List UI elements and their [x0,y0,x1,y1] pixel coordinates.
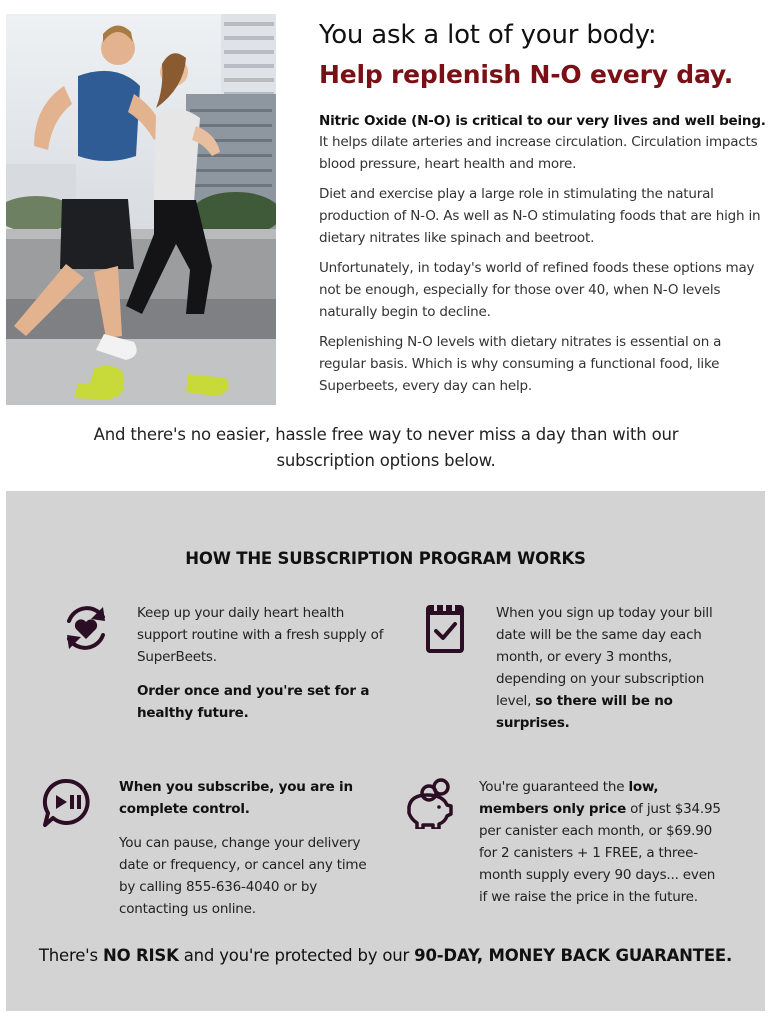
feature-bold: When you subscribe, you are in complete control. [119,779,353,817]
subscription-panel [6,491,765,1011]
hero-paragraph: Replenishing N-O levels with dietary nitrates is essential on a regular basis. Which is why consuming a functional food, like Superbeets, every day can help. [319,334,722,394]
hero-photo-runners [6,14,276,405]
subscription-title: HOW THE SUBSCRIPTION PROGRAM WORKS [185,549,586,568]
hero-lead: Nitric Oxide (N-O) is critical to our very lives and well being. [319,113,766,129]
guarantee-part2: and you're protected by our [183,946,410,965]
feature-text [496,602,721,734]
guarantee-bold2: 90-DAY, MONEY BACK GUARANTEE. [414,946,733,965]
guarantee-bold1: NO RISK [102,946,179,965]
hero-text-block [319,16,764,397]
feature-text-before: You're guaranteed the [479,779,625,795]
piggy-bank-icon [401,775,455,829]
hero-paragraph: Unfortunately, in today's world of refined foods these options may not be enough, especially for those over 40, when N-O levels naturally begin to decline. [319,260,755,320]
hero-subtitle: Help replenish N-O every day. [319,60,733,89]
bridge-text: And there's no easier, hassle free way to never miss a day than with our subscription options below. [93,425,679,470]
runners-illustration [6,14,276,405]
heart-refresh-icon [59,601,113,655]
hero-paragraph: Diet and exercise play a large role in stimulating the natural production of N-O. As well as N-O stimulating foods that are high in dietary nitrates like spinach and beetroot. [319,186,761,246]
pause-play-icon [40,775,94,829]
feature-bold: low, members only price [479,779,659,817]
feature-text: Keep up your daily heart health support routine with a fresh supply of SuperBeets. [137,605,384,665]
feature-bold: Order once and you're set for a healthy future. [137,683,370,721]
feature-text-main: When you sign up today your bill date will be the same day each month, or every 3 months, depending on your subscription level, [496,605,713,709]
feature-text [479,776,724,908]
hero-paragraph: It helps dilate arteries and increase circulation. Circulation impacts blood pressure, heart health and more. [319,134,758,172]
feature-text: You can pause, change your delivery date or frequency, or cancel any time by calling 855-636-4040 or by contacting us online. [119,835,367,917]
guarantee-text [6,946,765,965]
feature-bold: so there will be no surprises. [496,693,673,731]
hero-title: You ask a lot of your body: [319,20,657,50]
calendar-check-icon [418,601,472,655]
guarantee-part1: There's [38,946,98,965]
feature-text-after: of just $34.95 per canister each month, or $69.90 for 2 canisters + 1 FREE, a three-month supply every 90 days... even if we raise the price in the future. [479,801,721,905]
